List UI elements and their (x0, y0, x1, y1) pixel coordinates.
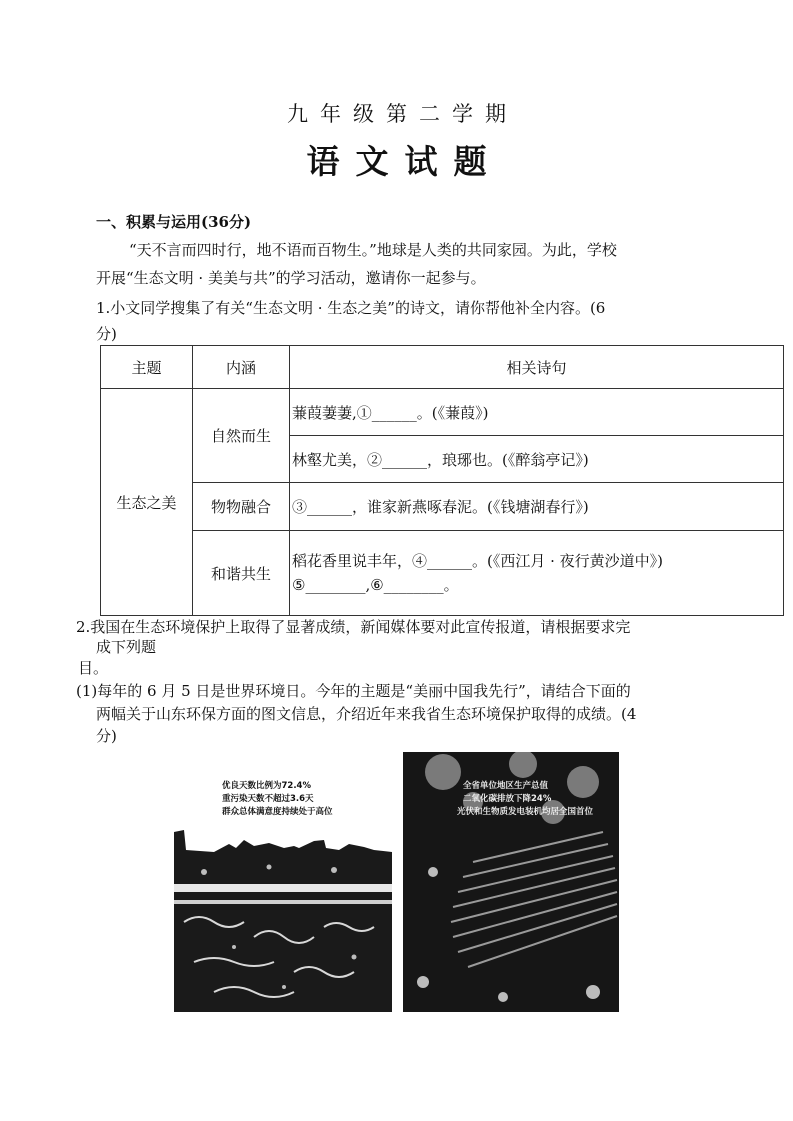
air-quality-image (174, 752, 392, 1012)
poem-line: 蒹葭萋萋,①______。(《蒹葭》) (290, 389, 784, 436)
connotation-cell: 和谐共生 (193, 531, 290, 616)
intro-line-2: 开展“生态文明 · 美美与共”的学习活动，邀请你一起参与。 (96, 269, 486, 287)
question-2-line-1: 2.我国在生态环境保护上取得了显著成绩，新闻媒体要对此宣传报道，请根据要求完 (76, 618, 631, 636)
question-2-1-line-3: 分) (96, 727, 117, 745)
header-theme: 主题 (101, 346, 193, 389)
question-1-line-2: 分) (96, 325, 117, 343)
poetry-table (100, 345, 784, 616)
poem-line: 稻花香里说丰年，④______。(《西江月 · 夜行黄沙道中》) (292, 552, 664, 570)
poem-line: ③______，谁家新燕啄春泥。(《钱塘湖春行》) (290, 483, 784, 531)
table-row (101, 389, 784, 436)
subject-title: 语文试题 (306, 142, 503, 181)
poem-line: 林壑尤美，②______，琅琊也。(《醉翁亭记》) (290, 436, 784, 483)
lake-scenery-illustration (174, 752, 392, 1012)
question-1-line-1: 1.小文同学搜集了有关“生态文明 · 生态之美”的诗文，请你帮他补全内容。(6 (96, 299, 606, 317)
carbon-emission-image (403, 752, 619, 1012)
header-connotation: 内涵 (193, 346, 290, 389)
grade-term-title: 九年级第二学期 (287, 102, 518, 126)
poem-line-pair (290, 531, 784, 616)
image-caption: 全省单位地区生产总值 二氧化碳排放下降24% 光伏和生物质发电装机均居全国首位 (457, 781, 594, 817)
intro-line-1: “天不言而四时行，地不语而百物生。”地球是人类的共同家园。为此，学校 (129, 241, 617, 259)
connotation-cell: 物物融合 (193, 483, 290, 531)
question-2-1-line-1: (1)每年的 6 月 5 日是世界环境日。今年的主题是“美丽中国我先行”，请结合下面的 (76, 682, 631, 700)
poem-line: ⑤________,⑥________。 (292, 576, 459, 594)
question-2-1-line-2: 两幅关于山东环保方面的图文信息，介绍近年来我省生态环境保护取得的成绩。(4 (96, 705, 637, 723)
table-row (101, 531, 784, 616)
question-2-line-2: 成下列题 (96, 638, 157, 656)
question-2-line-3: 目。 (78, 659, 109, 677)
header-poems: 相关诗句 (290, 346, 784, 389)
image-caption: 优良天数比例为72.4% 重污染天数不超过3.6天 群众总体满意度持续处于高位 (222, 781, 333, 817)
theme-cell: 生态之美 (101, 389, 193, 616)
connotation-cell: 自然而生 (193, 389, 290, 483)
table-header-row (101, 346, 784, 389)
section-heading: 一、积累与运用(36分) (96, 213, 252, 231)
table-row (101, 483, 784, 531)
